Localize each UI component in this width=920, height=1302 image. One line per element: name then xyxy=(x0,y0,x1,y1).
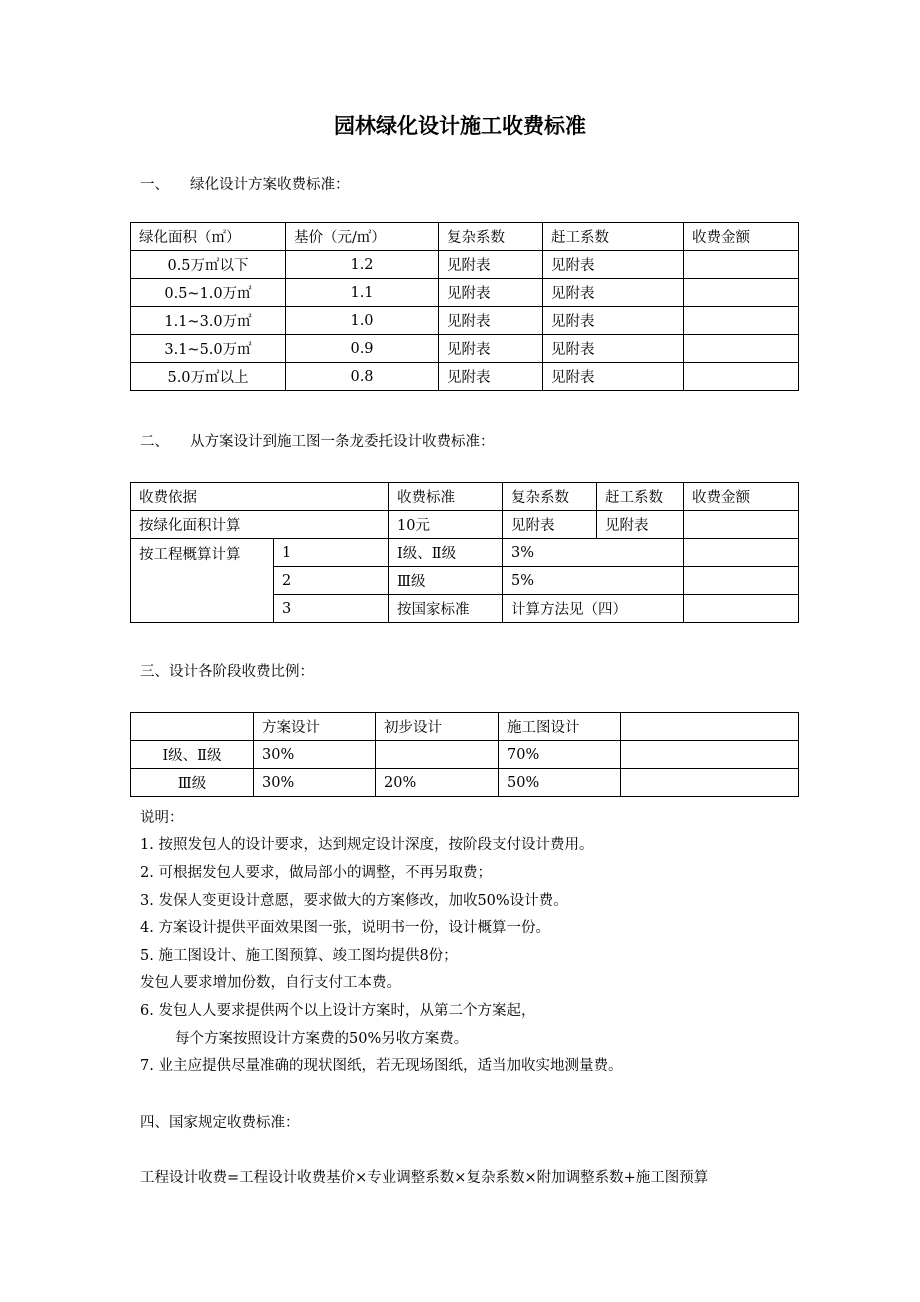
header-cell: 初步设计 xyxy=(376,713,499,741)
rush-cell: 见附表 xyxy=(597,511,684,539)
design-scheme-fee-table xyxy=(130,222,799,391)
ratio-cell: 30% xyxy=(254,741,376,769)
basis-cell: 按工程概算计算 xyxy=(131,539,274,623)
empty-cell xyxy=(621,741,799,769)
header-cell: 复杂系数 xyxy=(503,483,597,511)
header-cell: 收费依据 xyxy=(131,483,389,511)
price-cell: 1.0 xyxy=(286,307,439,335)
table-header-row xyxy=(131,483,799,511)
amount-cell xyxy=(684,307,799,335)
grade-cell: Ⅲ级 xyxy=(389,567,503,595)
full-service-fee-table xyxy=(130,482,799,623)
rush-cell: 见附表 xyxy=(543,251,684,279)
note-item: 4. 方案设计提供平面效果图一张，说明书一份，设计概算一份。 xyxy=(140,920,550,936)
standard-cell: 10元 xyxy=(389,511,503,539)
note-item: 6. 发包人人要求提供两个以上设计方案时，从第二个方案起， xyxy=(140,1003,536,1019)
note-item: 每个方案按照设计方案费的50%另收方案费。 xyxy=(175,1031,469,1047)
page-title: 园林绿化设计施工收费标准 xyxy=(334,114,586,138)
section3-heading: 三、设计各阶段收费比例： xyxy=(140,664,314,680)
note-item: 发包人要求增加份数，自行支付工本费。 xyxy=(140,975,401,991)
header-cell xyxy=(131,713,254,741)
ratio-cell: 50% xyxy=(499,769,621,797)
area-cell: 5.0万㎡以上 xyxy=(131,363,286,391)
table-row xyxy=(131,307,799,335)
complexity-cell: 见附表 xyxy=(439,335,543,363)
notes-label: 说明： xyxy=(140,810,184,826)
rate-cell: 3% xyxy=(503,539,684,567)
price-cell: 0.9 xyxy=(286,335,439,363)
rate-cell: 计算方法见（四） xyxy=(503,595,684,623)
grade-cell: Ⅰ级、Ⅱ级 xyxy=(131,741,254,769)
complexity-cell: 见附表 xyxy=(503,511,597,539)
price-cell: 0.8 xyxy=(286,363,439,391)
ratio-cell xyxy=(376,741,499,769)
rush-cell: 见附表 xyxy=(543,335,684,363)
table-row xyxy=(131,363,799,391)
index-cell: 2 xyxy=(274,567,389,595)
rush-cell: 见附表 xyxy=(543,363,684,391)
stage-ratio-table xyxy=(130,712,799,797)
section2-heading: 从方案设计到施工图一条龙委托设计收费标准： xyxy=(190,434,495,450)
header-cell: 赶工系数 xyxy=(597,483,684,511)
header-cell: 收费金额 xyxy=(684,483,799,511)
fee-formula: 工程设计收费=工程设计收费基价×专业调整系数×复杂系数×附加调整系数+施工图预算 xyxy=(140,1170,709,1186)
table-row xyxy=(131,335,799,363)
section1-heading: 绿化设计方案收费标准： xyxy=(190,177,350,193)
amount-cell xyxy=(684,279,799,307)
table-row xyxy=(131,769,799,797)
ratio-cell: 70% xyxy=(499,741,621,769)
complexity-cell: 见附表 xyxy=(439,363,543,391)
note-item: 5. 施工图设计、施工图预算、竣工图均提供8份； xyxy=(140,948,458,964)
amount-cell xyxy=(684,251,799,279)
table-row xyxy=(131,251,799,279)
complexity-cell: 见附表 xyxy=(439,307,543,335)
header-cell xyxy=(621,713,799,741)
area-cell: 0.5万㎡以下 xyxy=(131,251,286,279)
index-cell: 3 xyxy=(274,595,389,623)
rate-cell: 5% xyxy=(503,567,684,595)
section4-heading: 四、国家规定收费标准： xyxy=(140,1115,300,1131)
header-cell: 赶工系数 xyxy=(543,223,684,251)
empty-cell xyxy=(621,769,799,797)
amount-cell xyxy=(684,567,799,595)
rush-cell: 见附表 xyxy=(543,307,684,335)
price-cell: 1.1 xyxy=(286,279,439,307)
table-header-row xyxy=(131,223,799,251)
header-cell: 施工图设计 xyxy=(499,713,621,741)
note-item: 3. 发保人变更设计意愿，要求做大的方案修改，加收50%设计费。 xyxy=(140,893,568,909)
area-cell: 0.5~1.0万㎡ xyxy=(131,279,286,307)
amount-cell xyxy=(684,363,799,391)
table-header-row xyxy=(131,713,799,741)
header-cell: 复杂系数 xyxy=(439,223,543,251)
grade-cell: 按国家标准 xyxy=(389,595,503,623)
section1-number: 一、 xyxy=(140,177,169,193)
complexity-cell: 见附表 xyxy=(439,251,543,279)
area-cell: 1.1~3.0万㎡ xyxy=(131,307,286,335)
ratio-cell: 20% xyxy=(376,769,499,797)
header-cell: 基价（元/㎡） xyxy=(286,223,439,251)
header-cell: 收费金额 xyxy=(684,223,799,251)
table-row xyxy=(131,511,799,539)
table-row xyxy=(131,279,799,307)
table-row xyxy=(131,539,799,567)
note-item: 2. 可根据发包人要求，做局部小的调整，不再另取费； xyxy=(140,865,492,881)
amount-cell xyxy=(684,511,799,539)
complexity-cell: 见附表 xyxy=(439,279,543,307)
amount-cell xyxy=(684,595,799,623)
header-cell: 收费标准 xyxy=(389,483,503,511)
grade-cell: Ⅲ级 xyxy=(131,769,254,797)
area-cell: 3.1~5.0万㎡ xyxy=(131,335,286,363)
index-cell: 1 xyxy=(274,539,389,567)
note-item: 1. 按照发包人的设计要求，达到规定设计深度，按阶段支付设计费用。 xyxy=(140,837,594,853)
note-item: 7. 业主应提供尽量准确的现状图纸，若无现场图纸，适当加收实地测量费。 xyxy=(140,1058,623,1074)
grade-cell: Ⅰ级、Ⅱ级 xyxy=(389,539,503,567)
ratio-cell: 30% xyxy=(254,769,376,797)
header-cell: 绿化面积（㎡） xyxy=(131,223,286,251)
basis-cell: 按绿化面积计算 xyxy=(131,511,389,539)
section2-number: 二、 xyxy=(140,434,169,450)
header-cell: 方案设计 xyxy=(254,713,376,741)
rush-cell: 见附表 xyxy=(543,279,684,307)
price-cell: 1.2 xyxy=(286,251,439,279)
amount-cell xyxy=(684,335,799,363)
table-row xyxy=(131,741,799,769)
amount-cell xyxy=(684,539,799,567)
